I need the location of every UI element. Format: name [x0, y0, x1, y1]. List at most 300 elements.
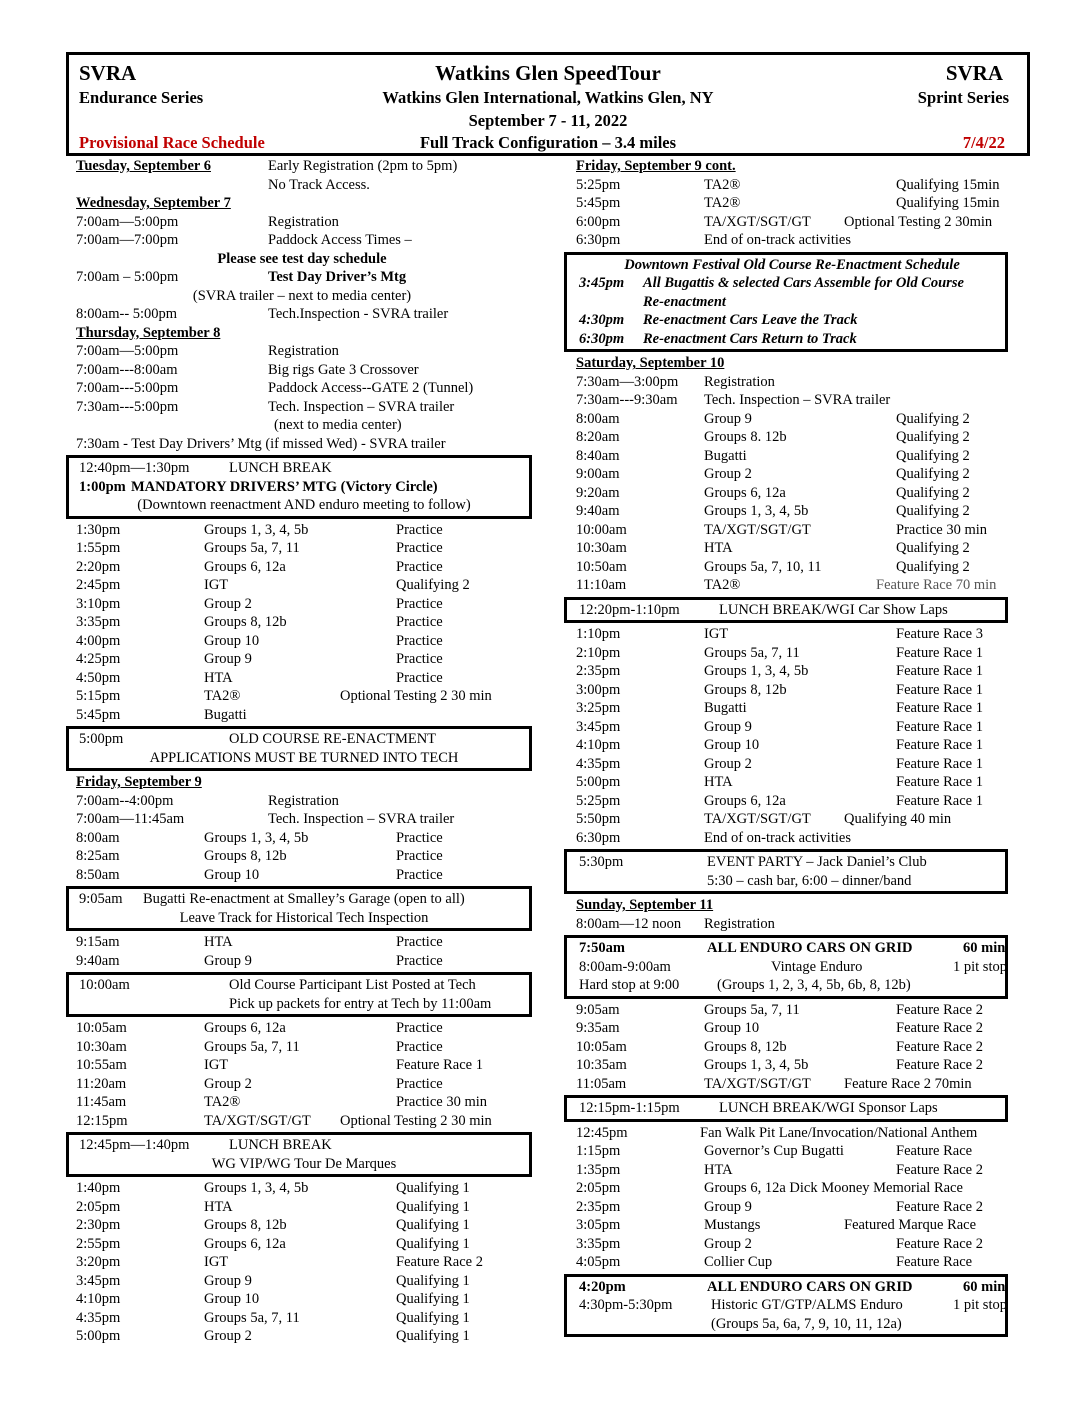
row-time: 10:30am	[76, 1038, 127, 1055]
schedule-row	[76, 829, 528, 848]
box-row	[579, 601, 1005, 620]
schedule-row	[76, 539, 528, 558]
schedule-row	[76, 1272, 528, 1291]
row-text: Group 9	[704, 718, 752, 735]
highlight-box	[66, 726, 532, 771]
row-time: 5:45pm	[76, 706, 121, 723]
row-session: Feature Race 1	[896, 681, 983, 698]
schedule-row	[76, 847, 528, 866]
schedule-header	[66, 52, 1030, 156]
schedule-row	[76, 1019, 528, 1038]
row-time: 9:40am	[76, 952, 120, 969]
left-series-subtitle: Endurance Series	[79, 88, 204, 107]
schedule-row	[76, 1075, 528, 1094]
row-text: Paddock Access--GATE 2 (Tunnel)	[268, 380, 474, 396]
row-text: Tech.Inspection - SVRA trailer	[268, 306, 449, 322]
row-text: TA/XGT/SGT/GT	[704, 1075, 811, 1092]
row-time: 4:30pm	[579, 312, 625, 328]
schedule-row	[576, 1038, 1014, 1057]
row-text: Group 2	[204, 595, 252, 612]
row-text: ALL ENDURO CARS ON GRID	[707, 1278, 913, 1295]
row-time: 4:30pm-5:30pm	[579, 1297, 673, 1313]
row-text: Groups 6, 12a	[204, 558, 286, 575]
row-text: Tech. Inspection – SVRA trailer	[268, 398, 455, 415]
row-time: 2:55pm	[76, 1235, 121, 1252]
event-venue: Watkins Glen International, Watkins Glen, NY	[382, 88, 714, 107]
highlight-box	[564, 252, 1008, 353]
row-time: 10:30am	[576, 540, 627, 556]
row-session: Feature Race 1	[896, 663, 983, 679]
row-text: IGT	[704, 626, 729, 642]
row-session: Qualifying 1	[396, 1309, 470, 1326]
row-session: Practice 30 min	[396, 1094, 488, 1110]
row-text: Groups 5a, 7, 11	[204, 540, 300, 556]
row-session: Feature Race 2	[396, 1254, 483, 1270]
highlight-box	[564, 1274, 1008, 1338]
row-text: TA2®	[704, 577, 741, 593]
row-session: Practice	[396, 614, 443, 630]
schedule-row	[576, 810, 1014, 829]
row-session: Feature Race 2	[896, 1057, 983, 1073]
section-row	[576, 896, 1014, 915]
schedule-row	[576, 1075, 1014, 1094]
row-text: Group 10	[204, 632, 260, 649]
box-row	[79, 1136, 529, 1155]
row-text: No Track Access.	[268, 176, 370, 193]
row-time: 2:45pm	[76, 577, 121, 593]
row-text: HTA	[704, 1161, 733, 1178]
row-session: Practice	[396, 558, 443, 575]
row-time: 2:20pm	[76, 558, 121, 575]
row-text: Historic GT/GTP/ALMS Enduro	[711, 1297, 903, 1313]
schedule-row	[76, 176, 528, 195]
row-text: (Groups 5a, 6a, 7, 9, 10, 11, 12a)	[711, 1315, 902, 1332]
schedule-row	[576, 718, 1014, 737]
section-heading: Friday, September 9 cont.	[576, 158, 736, 174]
row-time: 10:05am	[576, 1038, 627, 1055]
schedule-row	[76, 416, 528, 435]
row-session: Qualifying 2	[896, 558, 970, 575]
section-heading: Thursday, September 8	[76, 324, 221, 341]
row-time: 7:30am---5:00pm	[76, 398, 179, 415]
row-session: Qualifying 2	[896, 540, 970, 556]
row-time: 7:00am—7:00pm	[76, 232, 179, 248]
row-text: Paddock Access Times –	[268, 232, 412, 248]
row-session: 60 min	[963, 1278, 1006, 1295]
row-text: Groups 6, 12a	[204, 1020, 286, 1036]
row-text: Test Day Driver’s Mtg	[268, 269, 407, 285]
row-text: Groups 1, 3, 4, 5b	[704, 503, 809, 519]
schedule-row	[76, 379, 528, 398]
schedule-row	[576, 1056, 1014, 1075]
row-time: 2:35pm	[576, 663, 621, 679]
row-text: Bugatti	[704, 447, 747, 464]
row-session: Qualifying 2	[896, 503, 970, 519]
schedule-row	[76, 792, 528, 811]
box-row	[79, 478, 529, 497]
row-session: Qualifying 2	[896, 410, 970, 427]
row-session: Feature Race 1	[396, 1057, 483, 1073]
row-text: Group 2	[704, 466, 752, 482]
row-time: 12:15pm-1:15pm	[579, 1100, 680, 1116]
row-time: 1:10pm	[576, 626, 621, 642]
schedule-row	[76, 305, 528, 324]
row-time: 7:00am--4:00pm	[76, 792, 174, 809]
box-row	[579, 958, 1005, 977]
row-time: 8:50am	[76, 866, 120, 883]
row-time: 2:05pm	[576, 1180, 621, 1196]
schedule-row	[76, 1198, 528, 1217]
row-session: Qualifying 2	[396, 577, 470, 593]
row-session: Practice	[396, 595, 443, 612]
row-text: Bugatti	[704, 700, 747, 716]
row-session: Feature Race 70 min	[876, 577, 997, 593]
row-session: Practice	[396, 521, 443, 538]
row-session: Qualifying 2	[896, 466, 970, 482]
schedule-row	[576, 410, 1014, 429]
row-time: 3:45pm	[576, 718, 621, 735]
schedule-row	[576, 1253, 1014, 1272]
row-text: Group 10	[704, 737, 760, 753]
row-text: Bugatti Re-enactment at Smalley’s Garage (open to all)	[143, 891, 465, 907]
row-text: Groups 8, 12b	[704, 681, 787, 698]
row-text: LUNCH BREAK/WGI Sponsor Laps	[719, 1100, 938, 1116]
row-time: 10:35am	[576, 1057, 627, 1073]
section-row	[576, 157, 1014, 176]
section-row	[76, 194, 528, 213]
row-time: 4:50pm	[76, 669, 121, 686]
row-time: 5:45pm	[576, 195, 621, 211]
revision-date: 7/4/22	[962, 133, 1005, 152]
row-text: Groups 5a, 7, 11	[704, 644, 800, 661]
schedule-row	[76, 1327, 528, 1346]
row-text: Group 2	[204, 1075, 252, 1092]
row-time: 9:35am	[576, 1020, 620, 1036]
schedule-row	[76, 558, 528, 577]
schedule-row	[576, 539, 1014, 558]
row-session: Feature Race 1	[896, 774, 983, 790]
row-session: Feature Race 1	[896, 755, 983, 772]
row-session: 60 min	[963, 940, 1006, 956]
box-row	[79, 730, 529, 749]
row-time: 10:00am	[79, 977, 130, 993]
row-text: Registration	[704, 915, 775, 932]
schedule-row	[576, 699, 1014, 718]
highlight-box	[564, 597, 1008, 624]
row-time: 5:00pm	[79, 731, 124, 747]
row-text: Tech. Inspection – SVRA trailer	[268, 811, 455, 827]
right-series-title: SVRA	[945, 61, 1003, 85]
row-time: 10:05am	[76, 1020, 127, 1036]
schedule-row	[576, 447, 1014, 466]
section-row	[576, 354, 1014, 373]
schedule-row	[576, 1235, 1014, 1254]
box-row	[579, 1296, 1005, 1315]
schedule-row	[576, 576, 1014, 595]
row-text: Groups 1, 3, 4, 5b	[204, 829, 309, 846]
row-session: Qualifying 15min	[896, 176, 1000, 193]
row-session: Qualifying 1	[396, 1328, 470, 1344]
row-note: Please see test day schedule	[217, 250, 387, 267]
row-time: 8:40am	[576, 447, 620, 464]
highlight-box	[66, 455, 532, 519]
row-text: Group 9	[204, 952, 252, 969]
row-text: Group 10	[704, 1020, 760, 1036]
row-time: 6:30pm	[576, 829, 621, 846]
row-text: HTA	[204, 669, 233, 686]
row-text: Big rigs Gate 3 Crossover	[268, 361, 419, 378]
row-text: Registration	[268, 792, 339, 809]
row-time: 3:45pm	[579, 275, 625, 291]
section-heading: Friday, September 9	[76, 774, 202, 790]
row-time: 1:40pm	[76, 1180, 121, 1196]
schedule-row	[76, 632, 528, 651]
highlight-box	[564, 849, 1008, 894]
schedule-row	[76, 576, 528, 595]
schedule-row	[76, 1056, 528, 1075]
track-config: Full Track Configuration – 3.4 miles	[419, 133, 677, 152]
schedule-row	[576, 465, 1014, 484]
row-text: HTA	[704, 774, 733, 790]
box-row	[79, 909, 529, 928]
row-time: 1:30pm	[76, 521, 121, 538]
row-text: TA2®	[204, 688, 241, 704]
row-time: 3:05pm	[576, 1217, 621, 1233]
row-text: Registration	[704, 373, 775, 390]
row-text: MANDATORY DRIVERS’ MTG (Victory Circle)	[131, 478, 438, 495]
row-session: Optional Testing 2 30min	[844, 213, 993, 230]
row-text: HTA	[704, 540, 733, 556]
row-time: 2:30pm	[76, 1217, 121, 1233]
schedule-row	[576, 213, 1014, 232]
event-dates: September 7 - 11, 2022	[468, 111, 628, 130]
box-row	[79, 496, 529, 515]
row-text: Groups 6, 12a	[704, 792, 786, 809]
row-time: 11:45am	[76, 1094, 127, 1110]
row-time: 3:25pm	[576, 700, 621, 716]
row-session: Feature Race 1	[896, 700, 983, 716]
row-time: 6:30pm	[576, 232, 621, 248]
schedule-row	[76, 268, 528, 287]
row-session: Feature Race	[896, 1143, 973, 1159]
box-row	[579, 1278, 1005, 1297]
row-text: Groups 1, 3, 4, 5b	[704, 663, 809, 679]
left-column	[76, 157, 528, 1346]
row-time: 5:25pm	[576, 792, 621, 809]
schedule-row	[576, 829, 1014, 848]
row-session: Practice	[396, 632, 443, 649]
row-text: Group 2	[704, 1235, 752, 1252]
row-session: Practice	[396, 1020, 443, 1036]
row-time: 8:00am-9:00am	[579, 958, 671, 975]
section-heading: Tuesday, September 6	[76, 158, 211, 174]
row-session: Qualifying 2	[896, 447, 970, 464]
row-text: TA/XGT/SGT/GT	[704, 213, 811, 230]
row-time: 4:10pm	[576, 737, 621, 753]
row-time: 7:50am	[579, 940, 625, 956]
row-session: Qualifying 2	[896, 429, 970, 445]
row-session: Qualifying 1	[396, 1291, 470, 1307]
row-session: Qualifying 1	[396, 1180, 470, 1196]
schedule-row	[576, 1198, 1014, 1217]
row-time: 4:00pm	[76, 632, 121, 649]
schedule-row	[576, 755, 1014, 774]
box-row	[79, 749, 529, 768]
row-session: Practice	[396, 1075, 443, 1092]
row-session: Practice	[396, 1038, 443, 1055]
row-text: End of on-track activities	[704, 232, 851, 248]
row-time: 8:25am	[76, 848, 120, 864]
row-text: TA/XGT/SGT/GT	[704, 811, 811, 827]
schedule-row	[76, 866, 528, 885]
box-row	[79, 459, 529, 478]
row-time: 4:35pm	[76, 1309, 121, 1326]
row-time: 8:20am	[576, 429, 620, 445]
row-text: Group 10	[204, 1291, 260, 1307]
row-time: 12:45pm	[576, 1124, 628, 1141]
row-time: 11:05am	[576, 1075, 627, 1092]
highlight-box	[66, 886, 532, 931]
highlight-box	[66, 1132, 532, 1177]
row-text: Groups 5a, 7, 11	[204, 1309, 300, 1326]
box-row	[579, 293, 1005, 312]
left-series-title: SVRA	[79, 61, 137, 85]
schedule-row	[76, 521, 528, 540]
schedule-row	[576, 176, 1014, 195]
row-session: 1 pit stop	[953, 1297, 1007, 1313]
schedule-row	[76, 952, 528, 971]
schedule-row	[76, 1235, 528, 1254]
row-text: Groups 1, 3, 4, 5b	[704, 1057, 809, 1073]
row-text: ALL ENDURO CARS ON GRID	[707, 940, 913, 956]
row-text: Mustangs	[704, 1217, 761, 1233]
row-session: Practice	[396, 848, 443, 864]
schedule-row	[576, 644, 1014, 663]
row-session: Feature Race	[896, 1254, 973, 1270]
row-session: Feature Race 2	[896, 1235, 983, 1252]
schedule-row	[576, 1001, 1014, 1020]
row-session: Qualifying 40 min	[844, 811, 952, 827]
row-time: 9:40am	[576, 503, 620, 519]
row-time: 8:00am	[76, 829, 120, 846]
schedule-row	[76, 435, 528, 454]
schedule-row	[76, 933, 528, 952]
schedule-row	[576, 1019, 1014, 1038]
row-time: 3:45pm	[76, 1272, 121, 1289]
box-row	[579, 853, 1005, 872]
schedule-row	[76, 361, 528, 380]
row-text: Early Registration (2pm to 5pm)	[268, 158, 458, 174]
row-session: Feature Race 1	[896, 737, 983, 753]
section-row	[76, 324, 528, 343]
row-text: Group 9	[704, 1198, 752, 1215]
row-time: 3:10pm	[76, 595, 121, 612]
section-row	[76, 773, 528, 792]
row-text: IGT	[204, 1057, 229, 1073]
row-text: TA2®	[204, 1094, 241, 1110]
section-heading: Wednesday, September 7	[76, 195, 231, 211]
row-time: 12:20pm-1:10pm	[579, 601, 680, 618]
schedule-row	[576, 792, 1014, 811]
row-time: 9:00am	[576, 466, 620, 482]
row-text: Re-enactment	[643, 293, 726, 310]
row-time: 9:05am	[576, 1001, 620, 1018]
row-text: Collier Cup	[704, 1254, 773, 1270]
schedule-row	[76, 650, 528, 669]
row-time: 12:40pm—1:30pm	[79, 460, 190, 476]
row-time: 7:00am---5:00pm	[76, 380, 179, 396]
schedule-row	[576, 1216, 1014, 1235]
row-time: 1:35pm	[576, 1161, 621, 1178]
schedule-row	[76, 231, 528, 250]
row-time: 1:55pm	[76, 540, 121, 556]
row-time: 5:15pm	[76, 688, 121, 704]
box-row	[579, 1099, 1005, 1118]
row-text: 5:30 – cash bar, 6:00 – dinner/band	[707, 872, 912, 889]
row-session: Qualifying 1	[396, 1272, 470, 1289]
row-text: LUNCH BREAK	[229, 1137, 332, 1153]
schedule-row	[576, 502, 1014, 521]
schedule-row	[576, 681, 1014, 700]
schedule-row	[76, 613, 528, 632]
schedule-row	[76, 595, 528, 614]
row-time: 2:05pm	[76, 1198, 121, 1215]
row-session: Practice	[396, 829, 443, 846]
schedule-row	[576, 558, 1014, 577]
box-row	[579, 311, 1005, 330]
highlight-box	[564, 935, 1008, 999]
row-text: (next to media center)	[274, 417, 402, 433]
box-row	[579, 256, 1005, 275]
row-time: 9:20am	[576, 484, 620, 501]
schedule-row	[576, 484, 1014, 503]
schedule-row	[576, 194, 1014, 213]
row-text: Groups 8. 12b	[704, 429, 787, 445]
row-time: 6:30pm	[579, 330, 625, 347]
row-note: (SVRA trailer – next to media center)	[192, 287, 412, 304]
row-text: HTA	[204, 1198, 233, 1215]
schedule-row	[576, 373, 1014, 392]
row-time: 3:20pm	[76, 1254, 121, 1270]
row-time: 2:35pm	[576, 1198, 621, 1215]
box-row	[79, 890, 529, 909]
row-time: 4:10pm	[76, 1291, 121, 1307]
event-title: Watkins Glen SpeedTour	[435, 61, 661, 85]
row-text: LUNCH BREAK/WGI Car Show Laps	[719, 601, 948, 618]
row-time: 7:00am – 5:00pm	[76, 269, 179, 285]
provisional-label: Provisional Race Schedule	[79, 133, 265, 152]
schedule-row	[76, 1093, 528, 1112]
row-text: IGT	[204, 1254, 229, 1270]
row-time: 10:00am	[576, 521, 627, 538]
row-text: Re-enactment Cars Return to Track	[643, 330, 857, 347]
row-time: 7:30am - Test Day Drivers’ Mtg (if missed Wed) - SVRA trailer	[76, 435, 446, 452]
row-text: Groups 8, 12b	[204, 848, 287, 864]
row-text: Fan Walk Pit Lane/Invocation/National Anthem	[700, 1124, 978, 1141]
box-row-text: (Downtown reenactment AND enduro meeting to follow)	[137, 497, 471, 513]
row-time: 4:35pm	[576, 755, 621, 772]
schedule-row	[576, 1124, 1014, 1143]
box-row	[79, 976, 529, 995]
row-session: Practice	[396, 952, 443, 969]
row-text: TA/XGT/SGT/GT	[704, 521, 811, 538]
schedule-row	[76, 1216, 528, 1235]
row-text: Groups 5a, 7, 11	[204, 1038, 300, 1055]
row-session: Feature Race 2	[896, 1161, 983, 1178]
schedule-row	[576, 428, 1014, 447]
row-text: Groups 6, 12a	[704, 484, 786, 501]
schedule-row	[76, 398, 528, 417]
